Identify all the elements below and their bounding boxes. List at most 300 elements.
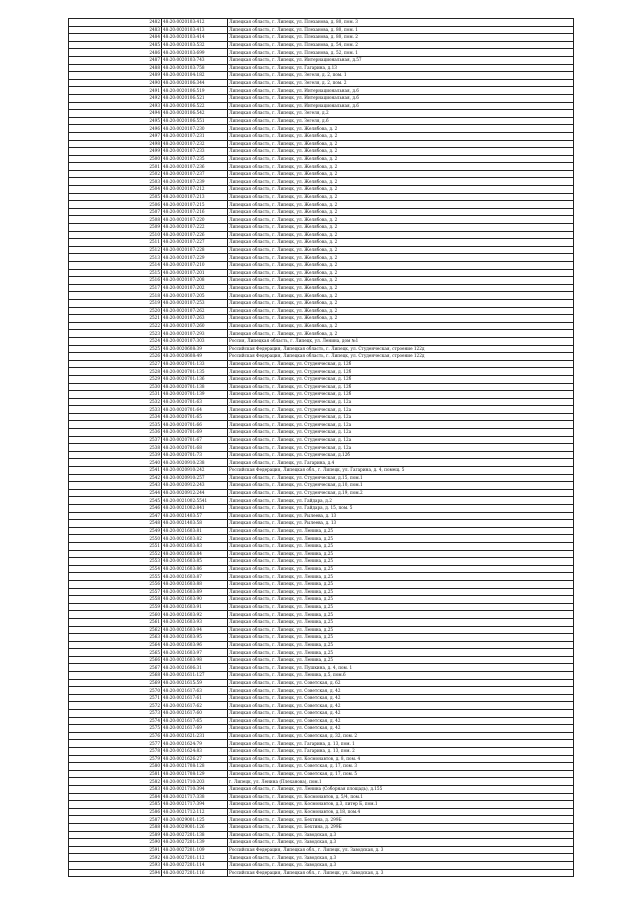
table-row xyxy=(69,216,574,224)
row-number-cell: 2579 xyxy=(69,755,162,763)
table-row xyxy=(69,793,574,801)
row-number-cell: 2538 xyxy=(69,444,162,452)
row-number-cell: 2516 xyxy=(69,277,162,285)
table-row xyxy=(69,337,574,345)
cadastral-number-cell: 48:20:0021002:5541 xyxy=(162,497,228,505)
cadastral-number-cell: 48:20:0021710:394 xyxy=(162,785,228,793)
cadastral-number-cell: 48:20:0020910:257 xyxy=(162,474,228,482)
cadastral-number-cell: 48:20:0020107:293 xyxy=(162,330,228,338)
address-cell: Липецкая область, г. Липецк, ул. Студенческая, д. 12а xyxy=(228,421,574,429)
row-number-cell: 2500 xyxy=(69,155,162,163)
row-number-cell: 2582 xyxy=(69,778,162,786)
cadastral-number-cell: 48:20:0020701:63 xyxy=(162,398,228,406)
row-number-cell: 2542 xyxy=(69,474,162,482)
row-number-cell: 2539 xyxy=(69,451,162,459)
row-number-cell: 2589 xyxy=(69,831,162,839)
table-row xyxy=(69,596,574,604)
row-number-cell: 2487 xyxy=(69,56,162,64)
row-number-cell: 2498 xyxy=(69,140,162,148)
row-number-cell: 2517 xyxy=(69,284,162,292)
row-number-cell: 2534 xyxy=(69,413,162,421)
address-cell: Липецкая область, г. Липецк, ул. Желябова, д. 2 xyxy=(228,125,574,133)
cadastral-number-cell: 48:20:0020107:208 xyxy=(162,277,228,285)
address-cell: Липецкая область, г. Липецк, ул. Бехтина, д. 299Б xyxy=(228,816,574,824)
row-number-cell: 2554 xyxy=(69,565,162,573)
row-number-cell: 2586 xyxy=(69,808,162,816)
cadastral-number-cell: 48:20:0021603:87 xyxy=(162,573,228,581)
table-row xyxy=(69,102,574,110)
address-cell: Липецкая область, г. Липецк, ул. Ленина, д.25 xyxy=(228,565,574,573)
row-number-cell: 2482 xyxy=(69,19,162,27)
cadastral-number-cell: 48:20:0029001:126 xyxy=(162,823,228,831)
table-row xyxy=(69,710,574,718)
address-cell: Российская Федерация, Липецкая обл., г. Липецк, ул. Заводская, д. 3 xyxy=(228,869,574,877)
table-row xyxy=(69,588,574,596)
address-cell: Липецкая область, г. Липецк, ул. Желябова, д. 2 xyxy=(228,170,574,178)
table-row xyxy=(69,869,574,877)
table-row xyxy=(69,117,574,125)
address-cell: Российская Федерация, Липецкая обл., г. Липецк, ул. Заводская, д. 3 xyxy=(228,846,574,854)
address-cell: Липецкая область, г. Липецк, ул. Советская, д. 32, пом. 2 xyxy=(228,732,574,740)
cadastral-number-cell: 48:20:0020103:758 xyxy=(162,64,228,72)
table-row xyxy=(69,353,574,361)
table-row xyxy=(69,861,574,869)
cadastral-number-cell: 48:20:0020107:222 xyxy=(162,224,228,232)
row-number-cell: 2519 xyxy=(69,299,162,307)
registry-table-body xyxy=(69,19,574,877)
row-number-cell: 2520 xyxy=(69,307,162,315)
table-row xyxy=(69,489,574,497)
address-cell: Липецкая область, г. Липецк, ул. Плеханова, д. 52, пом. 1 xyxy=(228,49,574,57)
address-cell: Липецкая область, г. Липецк, ул. Плеханова, д. 80, пом. 1 xyxy=(228,26,574,34)
address-cell: Липецкая область, г. Липецк, ул. Ленина, д.25 xyxy=(228,558,574,566)
table-row xyxy=(69,406,574,414)
row-number-cell: 2536 xyxy=(69,429,162,437)
row-number-cell: 2561 xyxy=(69,618,162,626)
address-cell: Липецкая область, г. Липецк, ул. Желябова, д. 2 xyxy=(228,254,574,262)
address-cell: Липецкая область, г. Липецк, ул. Советская, д. 42 xyxy=(228,710,574,718)
address-cell: Липецкая область, г. Липецк, ул. Желябова, д. 2 xyxy=(228,163,574,171)
address-cell: Липецкая область, г. Липецк, ул. Ленина, д.25 xyxy=(228,618,574,626)
table-row xyxy=(69,110,574,118)
address-cell: Липецкая область, г. Липецк, ул. Советская, д. 42 xyxy=(228,725,574,733)
cadastral-number-cell: 48:20:0020107:253 xyxy=(162,299,228,307)
address-cell: Липецкая область, г. Липецк, ул. Бехтина, д. 299Б xyxy=(228,823,574,831)
address-cell: Липецкая область, г. Липецк, ул. Желябова, д. 2 xyxy=(228,307,574,315)
cadastral-number-cell: 48:20:0021717:338 xyxy=(162,793,228,801)
cadastral-number-cell: 48:20:0021603:98 xyxy=(162,656,228,664)
cadastral-number-cell: 48:20:0027201:139 xyxy=(162,839,228,847)
address-cell: Липецкая область, г. Липецк, ул. Желябова, д. 2 xyxy=(228,315,574,323)
cadastral-number-cell: 48:20:0021603:81 xyxy=(162,527,228,535)
address-cell: Липецкая область, г. Липецк, ул. Студенческая, д.15, пом.1 xyxy=(228,474,574,482)
row-number-cell: 2562 xyxy=(69,626,162,634)
table-row xyxy=(69,436,574,444)
table-row xyxy=(69,649,574,657)
cadastral-number-cell: 48:20:0020910:242 xyxy=(162,467,228,475)
table-row xyxy=(69,664,574,672)
cadastral-number-cell: 48:20:0021603:94 xyxy=(162,626,228,634)
table-row xyxy=(69,816,574,824)
address-cell: Липецкая область, г. Липецк, ул. Плеханова, д. 80, пом. 3 xyxy=(228,19,574,27)
cadastral-number-cell: 48:20:0021617:65 xyxy=(162,717,228,725)
address-cell: Липецкая область, г. Липецк, ул. Желябова, д. 2 xyxy=(228,216,574,224)
address-cell: Липецкая область, г. Липецк, ул. Желябова, д. 2 xyxy=(228,269,574,277)
table-row xyxy=(69,72,574,80)
address-cell: Липецкая область, г. Липецк, ул. Желябова, д. 2 xyxy=(228,193,574,201)
table-row xyxy=(69,603,574,611)
address-cell: Липецкая область, г. Липецк, ул. Космонавтов, д.18, пом.4 xyxy=(228,808,574,816)
address-cell: Липецкая область, г. Липецк, ул. Гайдара, д. 15, пом. 5 xyxy=(228,505,574,513)
address-cell: Липецкая область, г. Липецк, ул. Гайдара, д.2 xyxy=(228,497,574,505)
cadastral-number-cell: 48:20:0020701:133 xyxy=(162,360,228,368)
table-row xyxy=(69,163,574,171)
cadastral-number-cell: 48:20:0020107:212 xyxy=(162,186,228,194)
address-cell: Липецкая область, г. Липецк, ул. Гагарина, д.4 xyxy=(228,459,574,467)
row-number-cell: 2564 xyxy=(69,641,162,649)
table-row xyxy=(69,839,574,847)
table-row xyxy=(69,239,574,247)
table-row xyxy=(69,467,574,475)
table-row xyxy=(69,672,574,680)
row-number-cell: 2578 xyxy=(69,748,162,756)
address-cell: Липецкая область, г. Липецк, ул. Студенческая, д.10, пом.1 xyxy=(228,482,574,490)
address-cell: Липецкая область, г. Липецк, ул. Ленина, д.25 xyxy=(228,626,574,634)
address-cell: Липецкая область, г. Липецк, ул. Интернациональная, д.6 xyxy=(228,94,574,102)
address-cell: Липецкая область, г. Липецк, ул. Космонавтов, д. 5/4, пом.1 xyxy=(228,793,574,801)
table-row xyxy=(69,269,574,277)
table-row xyxy=(69,330,574,338)
row-number-cell: 2518 xyxy=(69,292,162,300)
cadastral-number-cell: 48:20:0021717:394 xyxy=(162,801,228,809)
address-cell: Липецкая область, г. Липецк, ул. Ленина, д.25 xyxy=(228,603,574,611)
address-cell: Липецкая область, г. Липецк, ул. Гагарина, д. 13, пом. 2 xyxy=(228,748,574,756)
cadastral-number-cell: 48:20:0020608:39 xyxy=(162,345,228,353)
row-number-cell: 2563 xyxy=(69,634,162,642)
table-row xyxy=(69,634,574,642)
table-row xyxy=(69,383,574,391)
row-number-cell: 2584 xyxy=(69,793,162,801)
address-cell: Российская Федерация, Липецкая обл., г. Липецк, ул. Гагарина, д. 4, помещ. 5 xyxy=(228,467,574,475)
row-number-cell: 2553 xyxy=(69,558,162,566)
row-number-cell: 2489 xyxy=(69,72,162,80)
address-cell: Липецкая область, г. Липецк, ул. Желябова, д. 2 xyxy=(228,246,574,254)
table-row xyxy=(69,656,574,664)
table-row xyxy=(69,170,574,178)
row-number-cell: 2574 xyxy=(69,717,162,725)
table-row xyxy=(69,140,574,148)
address-cell: Липецкая область, г. Липецк, ул. Студенческая, д. 12а xyxy=(228,429,574,437)
row-number-cell: 2565 xyxy=(69,649,162,657)
cadastral-number-cell: 48:20:0021710:203 xyxy=(162,778,228,786)
row-number-cell: 2493 xyxy=(69,102,162,110)
row-number-cell: 2593 xyxy=(69,861,162,869)
cadastral-number-cell: 48:20:0020701:67 xyxy=(162,436,228,444)
table-row xyxy=(69,201,574,209)
table-row xyxy=(69,262,574,270)
table-row xyxy=(69,565,574,573)
table-row xyxy=(69,558,574,566)
address-cell: Липецкая область, г. Липецк, ул. Желябова, д. 2 xyxy=(228,330,574,338)
table-row xyxy=(69,254,574,262)
table-row xyxy=(69,34,574,42)
cadastral-number-cell: 48:20:0020701:69 xyxy=(162,429,228,437)
address-cell: Липецкая область, г. Липецк, ул. Интернациональная, д.6 xyxy=(228,87,574,95)
address-cell: Липецкая область, г. Липецк, ул. Ленина, д.25 xyxy=(228,535,574,543)
row-number-cell: 2483 xyxy=(69,26,162,34)
address-cell: Липецкая область, г. Липецк, ул. Ленина, д.5, пом.6 xyxy=(228,672,574,680)
address-cell: Липецкая область, г. Липецк, ул. Желябова, д. 2 xyxy=(228,155,574,163)
cadastral-number-cell: 48:20:0027201:112 xyxy=(162,854,228,862)
address-cell: Липецкая область, г. Липецк, ул. Советская, д. 17, пом. 5 xyxy=(228,770,574,778)
row-number-cell: 2511 xyxy=(69,239,162,247)
table-row xyxy=(69,186,574,194)
row-number-cell: 2590 xyxy=(69,839,162,847)
address-cell: Липецкая область, г. Липецк, ул. Желябова, д. 2 xyxy=(228,132,574,140)
table-row xyxy=(69,497,574,505)
table-row xyxy=(69,155,574,163)
row-number-cell: 2568 xyxy=(69,672,162,680)
row-number-cell: 2541 xyxy=(69,467,162,475)
address-cell: Липецкая область, г. Липецк, ул. Ленина, д.25 xyxy=(228,649,574,657)
row-number-cell: 2587 xyxy=(69,816,162,824)
row-number-cell: 2507 xyxy=(69,208,162,216)
table-row xyxy=(69,512,574,520)
row-number-cell: 2573 xyxy=(69,710,162,718)
row-number-cell: 2569 xyxy=(69,679,162,687)
address-cell: Липецкая область, г. Липецк, ул. Пушкина, д. 4, пом. 1 xyxy=(228,664,574,672)
table-row xyxy=(69,482,574,490)
cadastral-number-cell: 48:20:0020107:237 xyxy=(162,170,228,178)
cadastral-number-cell: 48:20:0020701:138 xyxy=(162,383,228,391)
table-row xyxy=(69,64,574,72)
cadastral-number-cell: 48:20:0020608:49 xyxy=(162,353,228,361)
address-cell: Липецкая область, г. Липецк, ул. Советская, д. 42 xyxy=(228,687,574,695)
table-row xyxy=(69,679,574,687)
table-row xyxy=(69,451,574,459)
table-row xyxy=(69,56,574,64)
table-row xyxy=(69,763,574,771)
table-row xyxy=(69,87,574,95)
cadastral-number-cell: 48:20:0021002:841 xyxy=(162,505,228,513)
cadastral-number-cell: 48:20:0021603:96 xyxy=(162,641,228,649)
address-cell: Липецкая область, г. Липецк, ул. Студенческая, д. 12б xyxy=(228,375,574,383)
row-number-cell: 2540 xyxy=(69,459,162,467)
cadastral-number-cell: 48:20:0020106:522 xyxy=(162,102,228,110)
row-number-cell: 2492 xyxy=(69,94,162,102)
address-cell: Липецкая область, г. Липецк, ул. Ленина, д.25 xyxy=(228,611,574,619)
cadastral-number-cell: 48:20:0020107:220 xyxy=(162,216,228,224)
address-cell: Россия, Липецкая область, г. Липецк, ул. Ленина, дом №1 xyxy=(228,337,574,345)
cadastral-number-cell: 48:20:0021603:90 xyxy=(162,596,228,604)
row-number-cell: 2527 xyxy=(69,360,162,368)
row-number-cell: 2551 xyxy=(69,542,162,550)
table-row xyxy=(69,740,574,748)
row-number-cell: 2485 xyxy=(69,41,162,49)
row-number-cell: 2532 xyxy=(69,398,162,406)
address-cell: Липецкая область, г. Липецк, ул. Желябова, д. 2 xyxy=(228,186,574,194)
row-number-cell: 2529 xyxy=(69,375,162,383)
table-row xyxy=(69,748,574,756)
cadastral-number-cell: 48:20:0020107:232 xyxy=(162,140,228,148)
row-number-cell: 2557 xyxy=(69,588,162,596)
cadastral-number-cell: 48:20:0021603:95 xyxy=(162,634,228,642)
row-number-cell: 2515 xyxy=(69,269,162,277)
table-row xyxy=(69,823,574,831)
table-row xyxy=(69,854,574,862)
address-cell: Липецкая область, г. Липецк, ул. Желябова, д. 2 xyxy=(228,224,574,232)
cadastral-number-cell: 48:20:0021624:79 xyxy=(162,740,228,748)
address-cell: Липецкая область, г. Липецк, ул. Желябова, д. 2 xyxy=(228,231,574,239)
cadastral-number-cell: 48:20:0020103:412 xyxy=(162,19,228,27)
address-cell: Липецкая область, г. Липецк, ул. Студенческая, д. 12б xyxy=(228,360,574,368)
row-number-cell: 2533 xyxy=(69,406,162,414)
address-cell: Липецкая область, г. Липецк, ул. Ленина, д.25 xyxy=(228,542,574,550)
address-cell: Липецкая область, г. Липецк, ул. Студенческая, д. 12б xyxy=(228,391,574,399)
address-cell: Липецкая область, г. Липецк, ул. Студенческая, д. 12а xyxy=(228,406,574,414)
address-cell: Российская Федерация, Липецкая область, г. Липецк, ул. Студенческая, строение 122д xyxy=(228,345,574,353)
address-cell: Липецкая область, г. Липецк, ул. Ленина, д.25 xyxy=(228,634,574,642)
table-row xyxy=(69,345,574,353)
row-number-cell: 2550 xyxy=(69,535,162,543)
row-number-cell: 2488 xyxy=(69,64,162,72)
address-cell: Липецкая область, г. Липецк, ул. Советская, д. 17, пом. 3 xyxy=(228,763,574,771)
row-number-cell: 2506 xyxy=(69,201,162,209)
table-row xyxy=(69,618,574,626)
row-number-cell: 2486 xyxy=(69,49,162,57)
address-cell: Липецкая область, г. Липецк, ул. Зегеля, д.6 xyxy=(228,117,574,125)
table-row xyxy=(69,413,574,421)
row-number-cell: 2495 xyxy=(69,117,162,125)
row-number-cell: 2499 xyxy=(69,148,162,156)
cadastral-number-cell: 48:20:0020107:230 xyxy=(162,125,228,133)
table-row xyxy=(69,725,574,733)
row-number-cell: 2522 xyxy=(69,322,162,330)
table-row xyxy=(69,429,574,437)
cadastral-number-cell: 48:20:0020701:64 xyxy=(162,406,228,414)
row-number-cell: 2552 xyxy=(69,550,162,558)
cadastral-number-cell: 48:20:0021603:93 xyxy=(162,618,228,626)
table-row xyxy=(69,284,574,292)
row-number-cell: 2510 xyxy=(69,231,162,239)
cadastral-number-cell: 48:20:0020107:236 xyxy=(162,163,228,171)
cadastral-number-cell: 48:20:0027201:114 xyxy=(162,861,228,869)
cadastral-number-cell: 48:20:0021626:27 xyxy=(162,755,228,763)
row-number-cell: 2549 xyxy=(69,527,162,535)
row-number-cell: 2508 xyxy=(69,216,162,224)
table-row xyxy=(69,611,574,619)
cadastral-number-cell: 48:20:0020106:344 xyxy=(162,79,228,87)
cadastral-number-cell: 48:20:0020701:65 xyxy=(162,413,228,421)
table-row xyxy=(69,808,574,816)
row-number-cell: 2514 xyxy=(69,262,162,270)
address-cell: Липецкая область, г. Липецк, ул. Желябова, д. 2 xyxy=(228,322,574,330)
row-number-cell: 2583 xyxy=(69,785,162,793)
address-cell: Липецкая область, г. Липецк, ул. Космонавтов, д. 8, пом. 4 xyxy=(228,755,574,763)
cadastral-number-cell: 48:20:0020701:136 xyxy=(162,375,228,383)
cadastral-number-cell: 48:20:0021617:60 xyxy=(162,710,228,718)
row-number-cell: 2521 xyxy=(69,315,162,323)
cadastral-number-cell: 48:20:0021617:62 xyxy=(162,702,228,710)
table-row xyxy=(69,580,574,588)
row-number-cell: 2575 xyxy=(69,725,162,733)
table-row xyxy=(69,26,574,34)
cadastral-number-cell: 48:20:0020107:260 xyxy=(162,322,228,330)
cadastral-number-cell: 48:20:0020107:210 xyxy=(162,262,228,270)
address-cell: Липецкая область, г. Липецк, ул. Ленина, д.25 xyxy=(228,573,574,581)
cadastral-number-cell: 48:20:0020103:532 xyxy=(162,41,228,49)
address-cell: Липецкая область, г. Липецк, ул. Желябова, д. 2 xyxy=(228,262,574,270)
row-number-cell: 2490 xyxy=(69,79,162,87)
table-row xyxy=(69,755,574,763)
row-number-cell: 2588 xyxy=(69,823,162,831)
table-row xyxy=(69,626,574,634)
table-row xyxy=(69,421,574,429)
row-number-cell: 2501 xyxy=(69,163,162,171)
table-row xyxy=(69,307,574,315)
table-row xyxy=(69,535,574,543)
cadastral-number-cell: 48:20:0020103:699 xyxy=(162,49,228,57)
row-number-cell: 2525 xyxy=(69,345,162,353)
cadastral-number-cell: 48:20:0020107:239 xyxy=(162,178,228,186)
address-cell: Липецкая область, г. Липецк, ул. Заводская, д.3 xyxy=(228,839,574,847)
cadastral-number-cell: 48:20:0020107:263 xyxy=(162,315,228,323)
address-cell: Липецкая область, г. Липецк, ул. Студенческая, д. 12а xyxy=(228,444,574,452)
table-row xyxy=(69,292,574,300)
cadastral-number-cell: 48:20:0021624:83 xyxy=(162,748,228,756)
cadastral-number-cell: 48:20:0020107:215 xyxy=(162,201,228,209)
cadastral-number-cell: 48:20:0020104:182 xyxy=(162,72,228,80)
address-cell: Липецкая область, г. Липецк, ул. Гагарина, д. 13, пом. 1 xyxy=(228,740,574,748)
row-number-cell: 2576 xyxy=(69,732,162,740)
table-row xyxy=(69,687,574,695)
row-number-cell: 2491 xyxy=(69,87,162,95)
cadastral-number-cell: 48:20:0020107:262 xyxy=(162,307,228,315)
cadastral-number-cell: 48:20:0021603:86 xyxy=(162,565,228,573)
row-number-cell: 2547 xyxy=(69,512,162,520)
cadastral-number-cell: 48:20:0021611:127 xyxy=(162,672,228,680)
table-row xyxy=(69,178,574,186)
row-number-cell: 2585 xyxy=(69,801,162,809)
cadastral-number-cell: 48:20:0020107:235 xyxy=(162,155,228,163)
table-row xyxy=(69,368,574,376)
cadastral-number-cell: 48:20:0021708:128 xyxy=(162,763,228,771)
cadastral-number-cell: 48:20:0021708:129 xyxy=(162,770,228,778)
cadastral-number-cell: 48:20:0020701:139 xyxy=(162,391,228,399)
table-row xyxy=(69,527,574,535)
row-number-cell: 2497 xyxy=(69,132,162,140)
cadastral-number-cell: 48:20:0020107:216 xyxy=(162,208,228,216)
row-number-cell: 2543 xyxy=(69,482,162,490)
row-number-cell: 2558 xyxy=(69,596,162,604)
table-row xyxy=(69,641,574,649)
row-number-cell: 2535 xyxy=(69,421,162,429)
row-number-cell: 2570 xyxy=(69,687,162,695)
cadastral-number-cell: 48:20:0021603:83 xyxy=(162,542,228,550)
table-row xyxy=(69,277,574,285)
address-cell: Липецкая область, г. Липецк, ул. Желябова, д. 2 xyxy=(228,208,574,216)
table-row xyxy=(69,694,574,702)
row-number-cell: 2546 xyxy=(69,505,162,513)
address-cell: Липецкая область, г. Липецк, ул. Студенческая, д. 12а xyxy=(228,413,574,421)
cadastral-number-cell: 48:20:0021617:61 xyxy=(162,694,228,702)
address-cell: Липецкая область, г. Липецк, ул. Ленина, д.25 xyxy=(228,641,574,649)
row-number-cell: 2560 xyxy=(69,611,162,619)
cadastral-number-cell: 48:20:0027201:116 xyxy=(162,869,228,877)
row-number-cell: 2571 xyxy=(69,694,162,702)
row-number-cell: 2567 xyxy=(69,664,162,672)
cadastral-number-cell: 48:20:0021712:112 xyxy=(162,808,228,816)
